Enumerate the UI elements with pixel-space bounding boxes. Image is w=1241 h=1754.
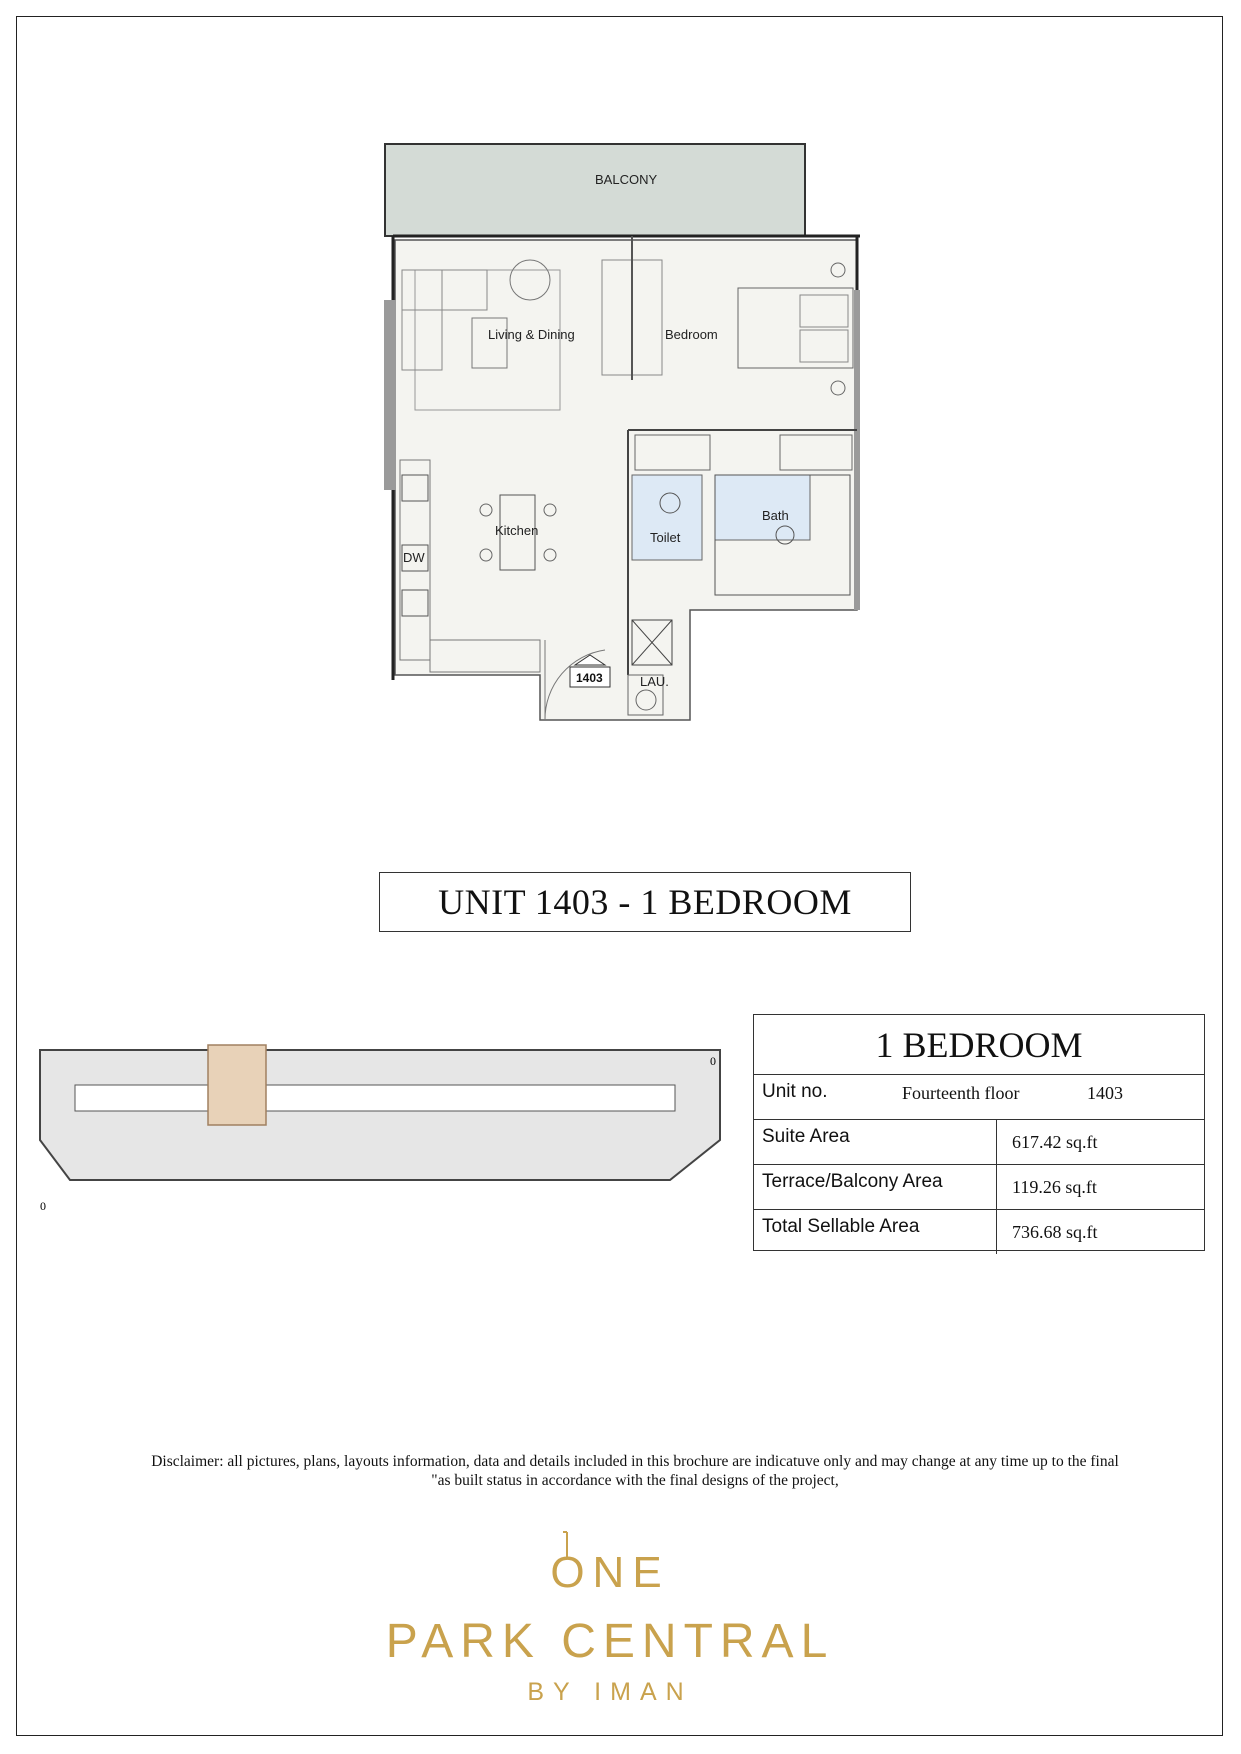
logo-line-by-iman: BY IMAN — [527, 1678, 693, 1706]
total-area-label: Total Sellable Area — [754, 1210, 997, 1254]
logo-line-park-central: PARK CENTRAL — [385, 1615, 835, 1668]
area-summary-table — [753, 1014, 1205, 1251]
keyplan-left-marker: 0 — [40, 1199, 46, 1213]
bedroom-label: Bedroom — [665, 327, 718, 342]
balcony-area-label: Terrace/Balcony Area — [754, 1165, 997, 1209]
building-key-plan — [30, 1040, 730, 1220]
bath-label: Bath — [762, 508, 789, 523]
table-heading: 1 BEDROOM — [754, 1015, 1204, 1075]
highlighted-unit — [208, 1045, 266, 1125]
balcony-label: BALCONY — [595, 172, 658, 187]
table-row — [754, 1120, 1204, 1165]
unit-number-value: 1403 — [1087, 1083, 1123, 1103]
disclaimer — [60, 1452, 1210, 1490]
suite-area-value: 617.42 sq.ft — [1012, 1132, 1098, 1152]
unit-floor-plan — [360, 130, 880, 780]
living-dining-label: Living & Dining — [488, 327, 575, 342]
table-row — [754, 1210, 1204, 1254]
table-row — [754, 1165, 1204, 1210]
total-area-value: 736.68 sq.ft — [1012, 1222, 1098, 1242]
toilet-label: Toilet — [650, 530, 681, 545]
floor-value: Fourteenth floor — [902, 1083, 1020, 1103]
brand-logo — [380, 1520, 840, 1720]
balcony-area-value: 119.26 sq.ft — [1012, 1177, 1097, 1197]
dishwasher-label: DW — [403, 550, 425, 565]
unit-title: UNIT 1403 - 1 BEDROOM — [379, 872, 911, 932]
disclaimer-line-2: "as built status in accordance with the final designs of the project, — [431, 1472, 839, 1489]
disclaimer-line-1: Disclaimer: all pictures, plans, layouts information, data and details included in this brochure are indicatuve only and may change at any time up to the final — [151, 1453, 1119, 1470]
unit-no-label: Unit no. — [762, 1081, 828, 1102]
laundry-label: LAU. — [640, 674, 669, 689]
door-tag-label: 1403 — [576, 671, 603, 685]
balcony-area — [385, 144, 805, 236]
suite-area-label: Suite Area — [754, 1120, 997, 1164]
kitchen-label: Kitchen — [495, 523, 539, 538]
unit-info-row — [754, 1075, 1204, 1120]
toilet-area — [632, 475, 702, 560]
logo-line-one: ONE — [550, 1548, 670, 1597]
keyplan-right-marker: 0 — [710, 1054, 716, 1068]
